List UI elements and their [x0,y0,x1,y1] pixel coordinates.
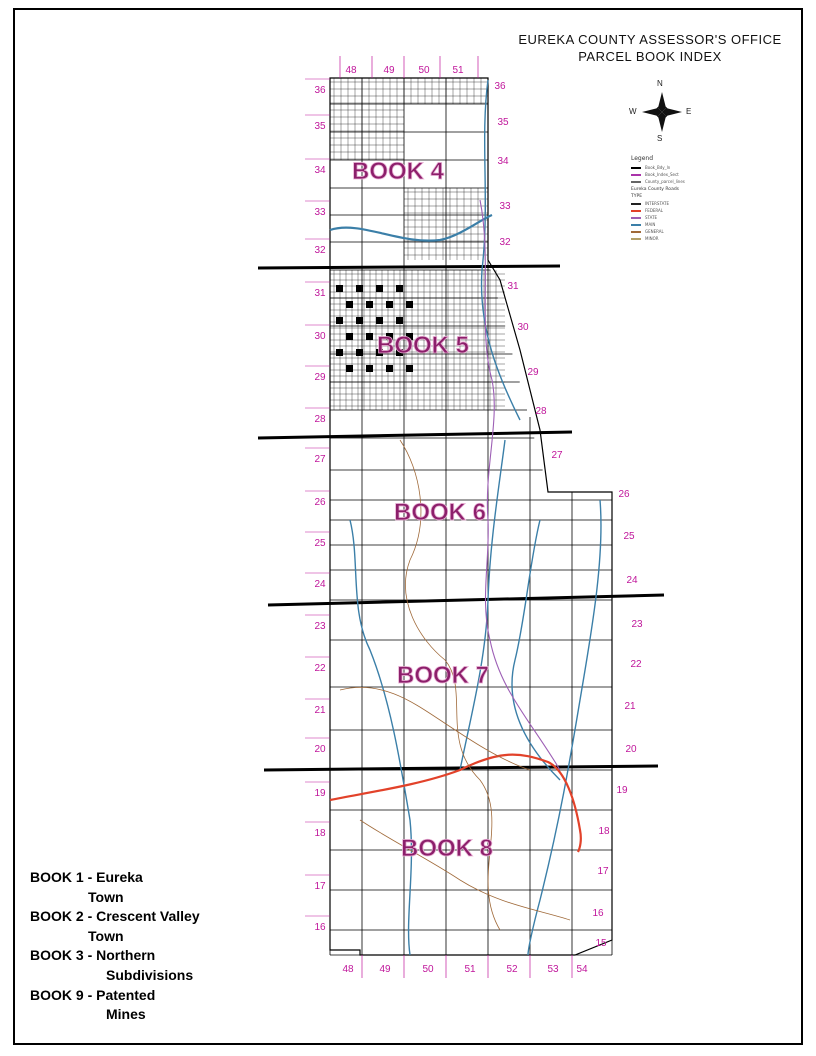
range-label-bottom: 54 [576,964,588,975]
checker-square [366,365,373,372]
township-label-left: 17 [314,881,326,892]
township-label-right: 19 [616,785,628,796]
book-label-4: BOOK 8 [400,835,494,862]
township-label-left: 20 [314,744,326,755]
other-books-list [30,868,200,1025]
legend-title: Legend [631,155,654,162]
township-label-left: 29 [314,372,326,383]
other-book-2-title: BOOK 3 - Northern [30,947,156,964]
checker-square [336,285,343,292]
map-subtitle: PARCEL BOOK INDEX [578,49,722,64]
checker-square [406,365,413,372]
township-label-right: 22 [630,659,642,670]
book-boundary-line [258,266,560,268]
map-title: EUREKA COUNTY ASSESSOR'S OFFICE [518,32,782,47]
township-label-right: 16 [592,908,604,919]
checker-square [366,301,373,308]
compass-s: S [657,134,663,143]
township-label-left: 30 [314,331,326,342]
checker-square [346,333,353,340]
township-label-left: 33 [314,207,326,218]
township-label-left: 27 [314,454,326,465]
checker-square [336,349,343,356]
other-book-2-subtitle: Subdivisions [106,966,194,983]
range-label-bottom: 53 [547,964,559,975]
township-label-right: 27 [551,450,563,461]
checker-square [406,301,413,308]
township-label-left: 25 [314,538,326,549]
township-label-left: 32 [314,245,326,256]
checker-square [366,333,373,340]
compass-e: E [686,107,692,116]
township-label-right: 34 [497,156,509,167]
township-label-right: 28 [535,406,547,417]
township-label-left: 31 [314,288,326,299]
legend-roads-title: Eureka County Roads [631,187,680,192]
township-label-right: 26 [618,489,630,500]
other-book-0-title: BOOK 1 - Eureka [30,869,143,885]
range-label-bottom: 50 [422,964,434,975]
checker-square [396,317,403,324]
legend-label: FEDERAL [645,208,664,213]
township-label-left: 23 [314,621,326,632]
range-label-top: 50 [418,65,430,76]
township-label-right: 25 [623,531,635,542]
township-label-left: 36 [314,85,326,96]
legend-label: County_parcel_lines [645,179,685,184]
range-label-bottom: 51 [464,964,476,975]
checker-square [376,285,383,292]
range-label-top: 51 [452,65,464,76]
township-label-left: 26 [314,497,326,508]
township-label-right: 21 [624,701,636,712]
book-label-2: BOOK 6 [393,499,487,526]
legend-type-title: TYPE [631,194,643,199]
township-label-right: 24 [626,575,638,586]
township-label-left: 16 [314,922,326,933]
township-label-left: 21 [314,705,326,716]
range-label-top: 48 [345,65,357,76]
township-label-left: 19 [314,788,326,799]
other-book-1-subtitle: Town [88,927,124,944]
other-book-3-title: BOOK 9 - Patented [30,986,156,1003]
township-label-right: 32 [499,237,511,248]
township-label-right: 15 [595,938,607,949]
township-label-right: 31 [507,281,519,292]
checker-square [386,301,393,308]
township-label-left: 34 [314,165,326,176]
range-label-bottom: 48 [342,964,354,975]
book-label-0: BOOK 4 [351,158,445,185]
range-label-bottom: 52 [506,964,518,975]
other-book-1-title: BOOK 2 - Crescent Valley [30,908,200,925]
township-label-left: 22 [314,663,326,674]
township-label-right: 18 [598,826,610,837]
legend-label: STATE [645,215,658,220]
township-label-left: 24 [314,579,326,590]
township-label-right: 17 [597,866,609,877]
township-label-left: 35 [314,121,326,132]
range-label-bottom: 49 [379,964,391,975]
compass-w: W [629,107,637,116]
checker-square [376,317,383,324]
book-label-3: BOOK 7 [396,662,490,689]
checker-square [346,301,353,308]
checker-square [356,285,363,292]
other-book-0-subtitle: Town [88,888,124,905]
township-label-right: 23 [631,619,643,630]
checker-square [346,365,353,372]
checker-square [356,317,363,324]
township-label-right: 30 [517,322,529,333]
checker-square [356,349,363,356]
checker-square [336,317,343,324]
legend-label: Book_Bdy_ln [645,165,671,170]
range-label-top: 49 [383,65,395,76]
checker-square [396,285,403,292]
township-label-left: 28 [314,414,326,425]
compass-n: N [657,79,663,88]
legend-label: MINOR [645,236,659,241]
township-label-right: 36 [494,81,506,92]
township-label-right: 33 [499,201,511,212]
other-book-3-subtitle: Mines [106,1006,146,1023]
checker-square [386,365,393,372]
legend-label: MAIN [645,222,656,227]
legend-label: GENERAL [645,229,664,234]
township-label-right: 35 [497,117,509,128]
township-label-left: 18 [314,828,326,839]
township-label-right: 20 [625,744,637,755]
legend-label: Book_Index_Sect [645,172,679,177]
township-label-right: 29 [527,367,539,378]
legend-label: INTERSTATE [645,201,669,206]
book-label-1: BOOK 5 [376,332,470,359]
